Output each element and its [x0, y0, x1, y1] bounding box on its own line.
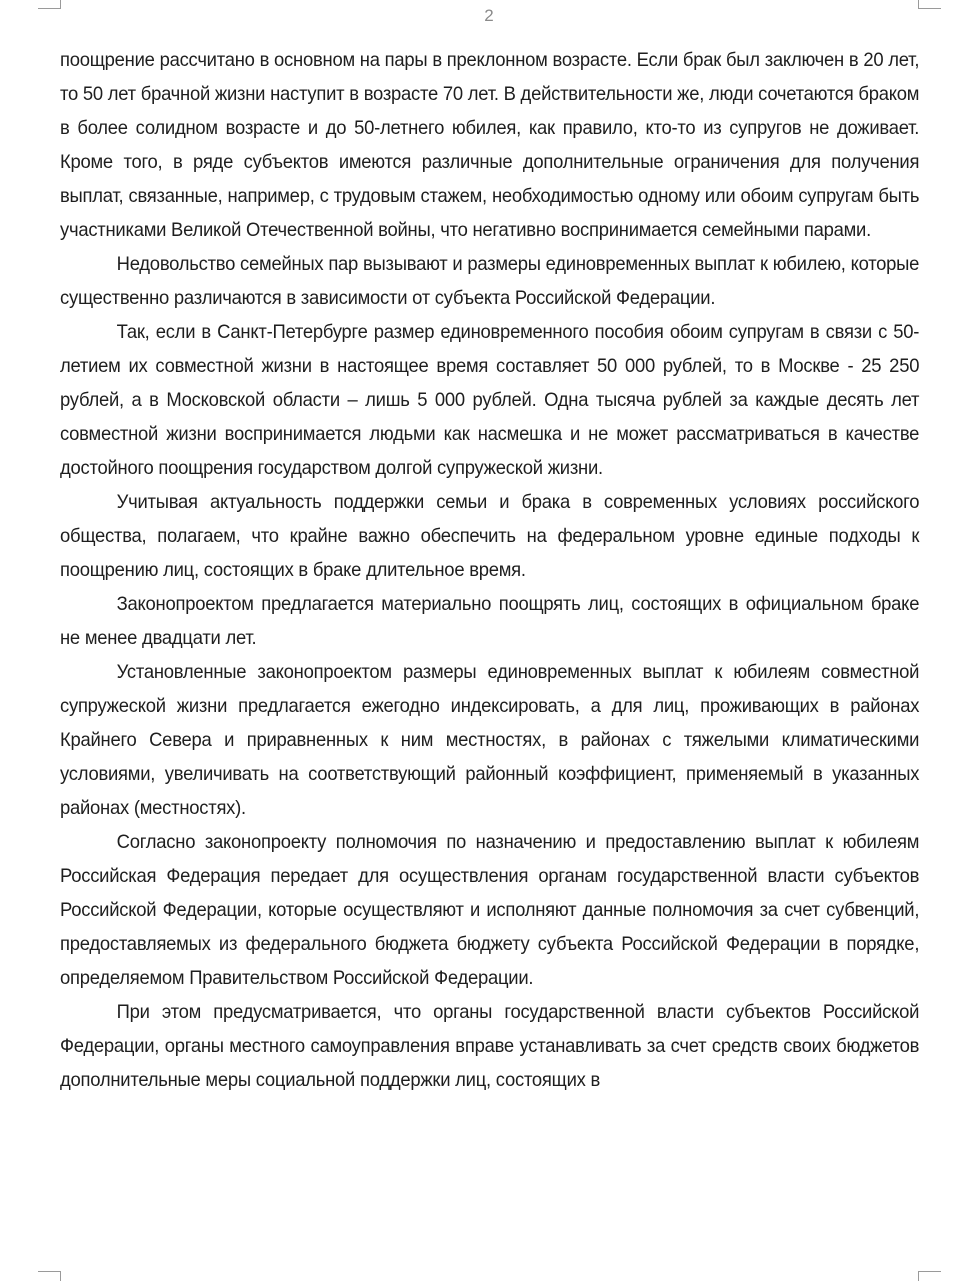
document-body: [60, 44, 919, 1098]
paragraph: Законопроектом предлагается материально поощрять лиц, состоящих в официальном браке не менее двадцати лет.: [60, 594, 920, 649]
paragraph: Установленные законопроектом размеры единовременных выплат к юбилеям совместной супружеской жизни предлагается ежегодно индексировать, а для лиц, проживающих в районах Крайнего Севера и приравненных к ним местностях, в районах с тяжелыми климатическими условиями, увеличивать на соответствующий районный коэффициент, применяемый в указанных районах (местностях).: [60, 662, 920, 819]
paragraph: поощрение рассчитано в основном на пары в преклонном возрасте. Если брак был заключен в 20 лет, то 50 лет брачной жизни наступит в возрасте 70 лет. В действительности же, люди сочетаются браком в более солидном возрасте и до 50-летнего юбилея, как правило, кто-то из супругов не доживает. Кроме того, в ряде субъектов имеются различные дополнительные ограничения для получения выплат, связанные, например, с трудовым стажем, необходимостью одному или обоим супругам быть участниками Великой Отечественной войны, что негативно воспринимается семейными парами.: [60, 50, 920, 241]
paragraph: Учитывая актуальность поддержки семьи и брака в современных условиях российского общества, полагаем, что крайне важно обеспечить на федеральном уровне единые подходы к поощрению лиц, состоящих в браке длительное время.: [60, 492, 920, 581]
paragraph: Недовольство семейных пар вызывают и размеры единовременных выплат к юбилею, которые существенно различаются в зависимости от субъекта Российской Федерации.: [60, 254, 920, 309]
paragraph: При этом предусматривается, что органы государственной власти субъектов Российской Федерации, органы местного самоуправления вправе устанавливать за счет средств своих бюджетов дополнительные меры социальной поддержки лиц, состоящих в: [60, 1002, 920, 1091]
page-number: 2: [484, 6, 494, 25]
paragraph: Согласно законопроекту полномочия по назначению и предоставлению выплат к юбилеям Российская Федерация передает для осуществления органам государственной власти субъектов Российской Федерации, которые осуществляют и исполняют данные полномочия за счет субвенций, предоставляемых из федерального бюджета бюджету субъекта Российской Федерации в порядке, определяемом Правительством Российской Федерации.: [60, 832, 920, 989]
paragraph: Так, если в Санкт-Петербурге размер единовременного пособия обоим супругам в связи с 50-летием их совместной жизни в настоящее время составляет 50 000 рублей, то в Москве - 25 250 рублей, а в Московской области – лишь 5 000 рублей. Одна тысяча рублей за каждые десять лет совместной жизни воспринимается людьми как насмешка и не может рассматриваться в качестве достойного поощрения государством долгой супружеской жизни.: [60, 322, 920, 479]
